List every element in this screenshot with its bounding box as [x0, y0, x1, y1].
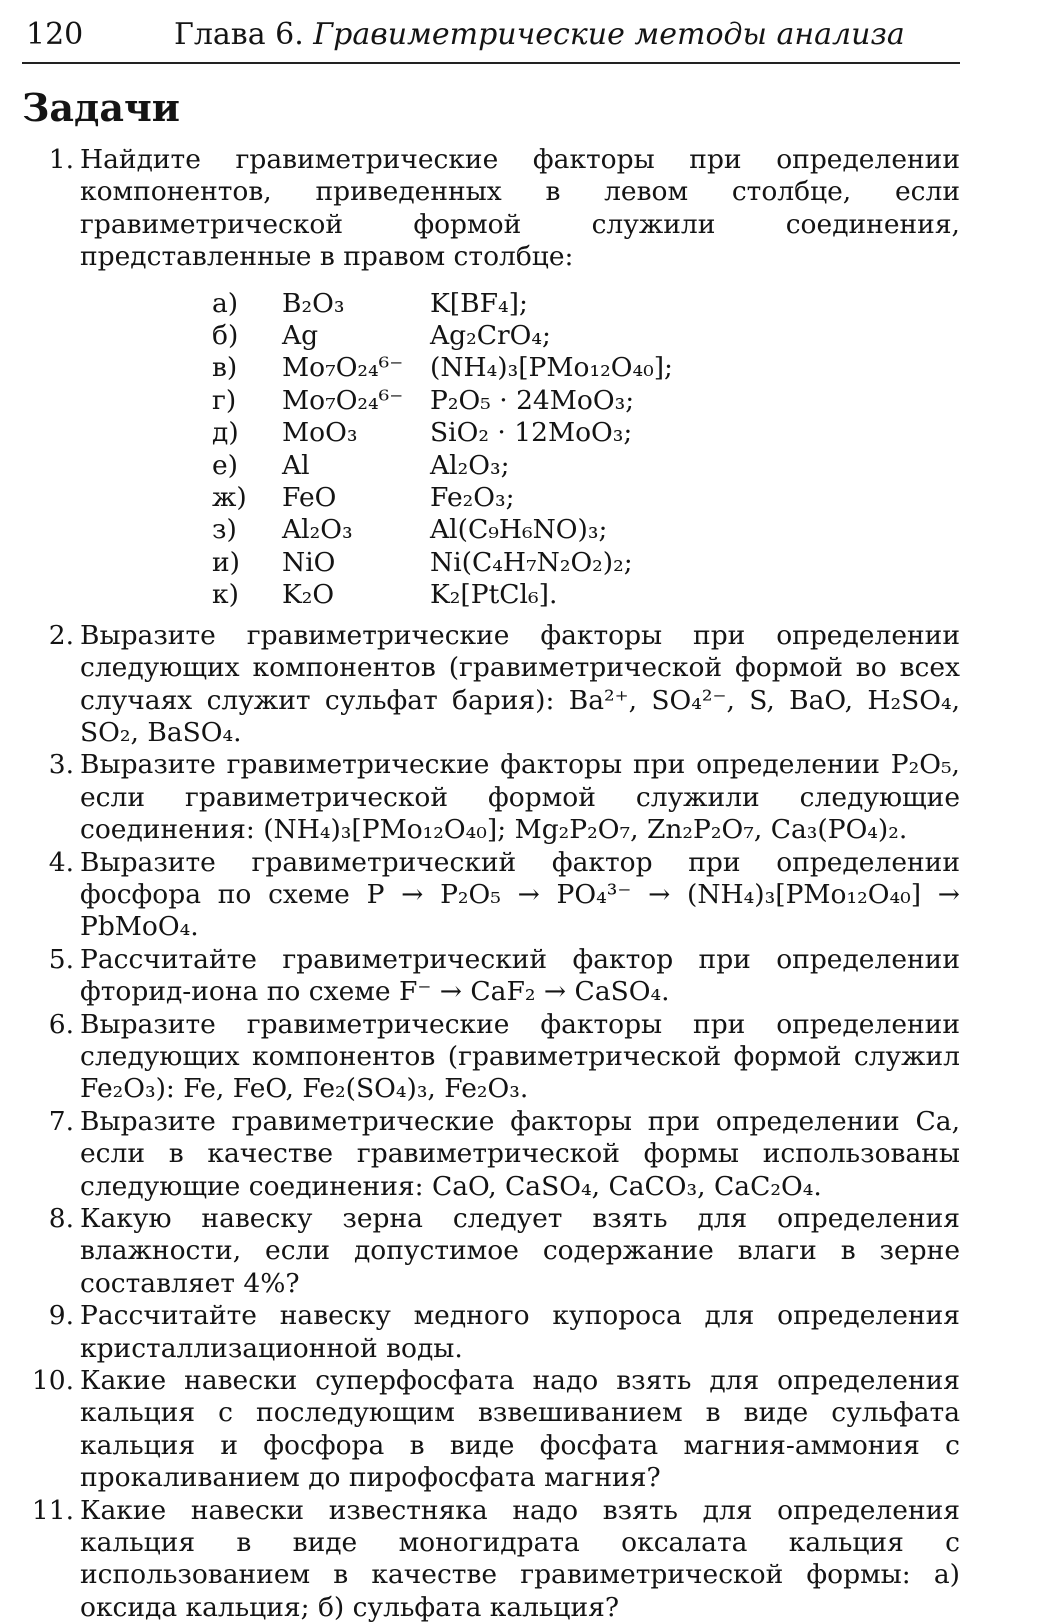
task-number: 5.	[48, 943, 74, 975]
pair-row	[212, 547, 673, 579]
task-number: 11.	[31, 1494, 74, 1526]
pair-row	[212, 320, 673, 352]
form-cell: Fe₂O₃;	[430, 482, 515, 514]
task-text: Найдите гравиметрические факторы при определении компонентов, приведенных в левом столбце, если гравиметрической формой служили соединения, представленные в правом столбце:	[80, 144, 960, 273]
task-number: 1.	[48, 144, 74, 175]
form-cell: Al(C₉H₆NO)₃;	[430, 514, 608, 546]
pair-row	[212, 352, 673, 384]
form-cell: (NH₄)₃[PMo₁₂O₄₀];	[430, 352, 673, 384]
component-cell: Mo₇O₂₄⁶⁻	[282, 352, 404, 384]
task-text: Выразите гравиметрические факторы при определении P₂O₅, если гравиметрической формой служили следующие соединения: (NH₄)₃[PMo₁₂O₄₀]; Mg₂P₂O₇, Zn₂P₂O₇, Ca₃(PO₄)₂.	[80, 749, 960, 846]
chapter-heading	[174, 16, 905, 54]
pair-row	[212, 385, 673, 417]
chapter-label: Глава 6.	[174, 17, 304, 52]
task-number: 10.	[31, 1365, 74, 1397]
item-label: к)	[212, 579, 239, 611]
task-number: 4.	[48, 846, 74, 878]
task-text: Рассчитайте навеску медного купороса для определения кристаллизационной воды.	[80, 1300, 960, 1364]
form-cell: K[BF₄];	[430, 287, 528, 319]
task-number: 3.	[48, 749, 74, 781]
item-label: д)	[212, 417, 239, 449]
chapter-title: Гравиметрические методы анализа	[313, 17, 905, 52]
task-number: 8.	[48, 1203, 74, 1234]
component-cell: FeO	[282, 482, 337, 514]
component-pairs-table	[212, 288, 673, 612]
pair-row	[212, 450, 673, 482]
running-header	[22, 16, 960, 54]
pair-row	[212, 417, 673, 449]
pair-row	[212, 482, 673, 514]
item-label: в)	[212, 352, 238, 384]
item-label: е)	[212, 449, 239, 481]
task-text: Выразите гравиметрические факторы при определении следующих компонентов (гравиметрической формой служил Fe₂O₃): Fe, FeO, Fe₂(SO₄)₃, Fe₂O₃.	[80, 1008, 960, 1105]
component-cell: Al	[282, 449, 310, 481]
component-cell: K₂O	[282, 579, 335, 611]
task-text: Выразите гравиметрические факторы при определении Ca, если в качестве гравиметрической формы использованы следующие соединения: CaO, CaSO₄, CaCO₃, CaC₂O₄.	[80, 1105, 960, 1202]
form-cell: Ni(C₄H₇N₂O₂)₂;	[430, 546, 633, 578]
task-number: 7.	[48, 1105, 74, 1137]
form-cell: K₂[PtCl₆].	[430, 579, 558, 611]
form-cell: Ag₂CrO₄;	[430, 320, 551, 352]
task-text: Какую навеску зерна следует взять для определения влажности, если допустимое содержание влаги в зерне составляет 4%?	[80, 1203, 960, 1299]
task-text: Выразите гравиметрический фактор при определении фосфора по схеме P → P₂O₅ → PO₄³⁻ → (NH₄)₃[PMo₁₂O₄₀] → PbMoO₄.	[80, 846, 960, 943]
item-label: ж)	[212, 482, 247, 514]
component-cell: Mo₇O₂₄⁶⁻	[282, 384, 404, 416]
item-label: и)	[212, 546, 241, 578]
task-number: 2.	[48, 619, 74, 651]
task-text: Какие навески суперфосфата надо взять для определения кальция с последующим взвешиванием в виде сульфата кальция и фосфора в виде фосфата магния-аммония с прокаливанием до пирофосфата магния?	[80, 1365, 960, 1494]
task-item-1	[22, 144, 960, 274]
item-label: г)	[212, 384, 237, 416]
task-body	[80, 144, 960, 274]
task-item-9	[22, 1300, 960, 1365]
pair-row	[212, 514, 673, 546]
form-cell: SiO₂ · 12MoO₃;	[430, 417, 633, 449]
form-cell: P₂O₅ · 24MoO₃;	[430, 384, 635, 416]
component-cell: Ag	[282, 320, 319, 352]
item-label: а)	[212, 287, 239, 319]
task-item-11	[22, 1495, 960, 1624]
form-cell: Al₂O₃;	[430, 449, 510, 481]
pair-row	[212, 288, 673, 320]
task-text: Выразите гравиметрические факторы при определении следующих компонентов (гравиметрической формой во всех случаях служит сульфат бария): Ba²⁺, SO₄²⁻, S, BaO, H₂SO₄, SO₂, BaSO₄.	[80, 619, 960, 748]
header-rule	[22, 62, 960, 64]
task-item-7	[22, 1106, 960, 1203]
task-list	[22, 144, 960, 1624]
task-number: 9.	[48, 1300, 74, 1332]
task-number: 6.	[48, 1008, 74, 1040]
component-cell: Al₂O₃	[282, 514, 353, 546]
task-item-5	[22, 944, 960, 1009]
component-cell: MoO₃	[282, 417, 358, 449]
page-number: 120	[26, 17, 84, 52]
section-title: Задачи	[22, 85, 180, 130]
task-item-4	[22, 847, 960, 944]
task-item-2	[22, 620, 960, 750]
task-item-8	[22, 1203, 960, 1300]
task-text: Какие навески известняка надо взять для определения кальция в виде моногидрата оксалата кальция с использованием в качестве гравиметрической формы: а) оксида кальция; б) сульфата кальция?	[80, 1494, 960, 1623]
item-label: з)	[212, 514, 237, 546]
component-cell: B₂O₃	[282, 287, 345, 319]
task-item-10	[22, 1365, 960, 1495]
pair-row	[212, 579, 673, 611]
item-label: б)	[212, 320, 239, 352]
task-text: Рассчитайте гравиметрический фактор при определении фторид-иона по схеме F⁻ → CaF₂ → CaSO₄.	[80, 943, 960, 1008]
task-item-6	[22, 1009, 960, 1106]
component-cell: NiO	[282, 546, 336, 578]
remaining-tasks	[22, 620, 960, 1624]
task-item-3	[22, 749, 960, 846]
